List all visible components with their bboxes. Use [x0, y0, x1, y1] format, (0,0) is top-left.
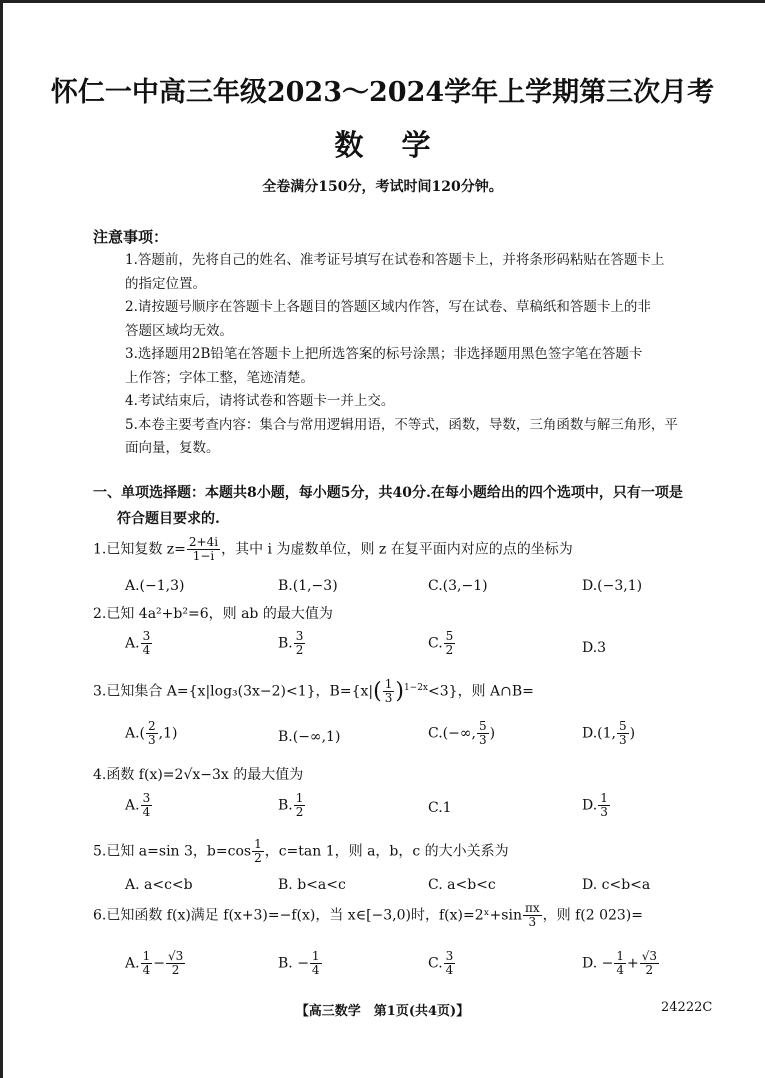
question-6: 6.已知函数 f(x)满足 f(x+3)=−f(x)，当 x∈[−3,0)时，f(x)=2ˣ+sin $\frac{\pi x}{3}$ ，则 f(2 023)= — [93, 901, 643, 929]
question-5: 5.已知 a=sin 3，b=cos $\frac{1}{2}$ ，c=tan 1，则 a，b，c 的大小关系为 — [93, 837, 509, 865]
q1-stem-end: ，其中 i 为虚数单位，则 z 在复平面内对应的点的坐标为 — [221, 541, 573, 558]
q5-option-c: C. a<b<c — [428, 877, 496, 893]
question-1 — [93, 536, 723, 563]
q1-fraction: $\frac{2+4i}{1-i}$ — [188, 535, 219, 563]
question-4: 4.函数 f(x)=2√x−3x 的最大值为 — [93, 767, 304, 783]
q2-option-b: B. $\frac{3}{2}$ — [278, 629, 304, 657]
note-line: 5.本卷主要考查内容：集合与常用逻辑用语，不等式，函数，导数，三角函数与解三角形，平 — [125, 416, 678, 433]
q1-stem-start: 1.已知复数 z= — [93, 541, 186, 558]
note-item — [125, 249, 720, 296]
subject-title: 数学 — [334, 128, 469, 162]
scan-edge-top — [0, 0, 765, 3]
q6-option-c: C. $\frac{3}{4}$ — [428, 949, 454, 977]
section-line: 一、单项选择题：本题共8小题，每小题5分，共40分.在每小题给出的四个选项中，只有一项是 — [93, 485, 683, 501]
q6-option-b: B. − $\frac{1}{4}$ — [278, 949, 320, 977]
note-line: 答题区域均无效。 — [125, 322, 233, 339]
section-line: 符合题目要求的. — [117, 511, 220, 527]
note-item — [125, 414, 720, 461]
q6-option-a: A. $\frac{1}{4}$ − $\frac{√3}{2}$ — [125, 949, 184, 977]
question-2: 2.已知 4a²+b²=6，则 ab 的最大值为 — [93, 606, 333, 622]
q1-option-a: A.(−1,3) — [125, 578, 185, 594]
q3-option-b: B.(−∞,1) — [278, 729, 341, 745]
note-line: 3.选择题用2B铅笔在答题卡上把所选答案的标号涂黑；非选择题用黑色签字笔在答题卡 — [125, 346, 643, 362]
q5-option-d: D. c<b<a — [582, 877, 651, 893]
q1-option-b: B.(1,−3) — [278, 578, 338, 594]
note-line: 面向量，复数。 — [125, 440, 220, 456]
section-heading — [93, 480, 715, 532]
note-item — [125, 296, 720, 343]
page-footer: 【高三数学 第1页(共4页)】 — [295, 1004, 470, 1019]
q2-option-a: A. $\frac{3}{4}$ — [125, 629, 151, 657]
question-3: 3.已知集合 A={x|log₃(3x−2)<1}，B={x|( $\frac{1}{3}$ )$^{1-2x}$<3}，则 A∩B= — [93, 677, 534, 705]
q3-option-a: A.( $\frac{2}{3}$ ,1) — [125, 719, 178, 747]
notes-list — [125, 249, 720, 461]
note-line: 4.考试结束后，请将试卷和答题卡一并上交。 — [125, 393, 395, 409]
q1-option-d: D.(−3,1) — [582, 578, 643, 594]
q4-option-d: D. $\frac{1}{3}$ — [582, 791, 608, 819]
q4-option-b: B. $\frac{1}{2}$ — [278, 791, 304, 819]
notes-title: 注意事项： — [93, 228, 169, 246]
note-item — [125, 390, 720, 414]
exam-code: 24222C — [661, 1000, 713, 1015]
note-line: 1.答题前，先将自己的姓名、准考证号填写在试卷和答题卡上，并将条形码粘贴在答题卡上 — [125, 252, 665, 268]
exam-meta: 全卷满分150分，考试时间120分钟。 — [262, 179, 503, 195]
q3-option-c: C.(−∞, $\frac{5}{3}$ ) — [428, 719, 496, 747]
exam-title: 怀仁一中高三年级2023～2024学年上学期第三次月考 — [50, 77, 715, 108]
q6-option-d: D. − $\frac{1}{4}$ + $\frac{√3}{2}$ — [582, 949, 658, 977]
q2-option-d: D.3 — [582, 640, 607, 656]
q3-option-d: D.(1, $\frac{5}{3}$ ) — [582, 719, 636, 747]
q5-option-a: A. a<c<b — [125, 877, 193, 893]
q1-option-c: C.(3,−1) — [428, 578, 488, 594]
q4-option-a: A. $\frac{3}{4}$ — [125, 791, 151, 819]
note-line: 2.请按题号顺序在答题卡上各题目的答题区域内作答，写在试卷、草稿纸和答题卡上的非 — [125, 299, 651, 315]
note-item — [125, 343, 720, 390]
q5-option-b: B. b<a<c — [278, 877, 346, 893]
q2-option-c: C. $\frac{5}{2}$ — [428, 629, 454, 657]
note-line: 上作答；字体工整，笔迹清楚。 — [125, 369, 314, 386]
q4-option-c: C.1 — [428, 800, 452, 816]
note-line: 的指定位置。 — [125, 275, 206, 292]
